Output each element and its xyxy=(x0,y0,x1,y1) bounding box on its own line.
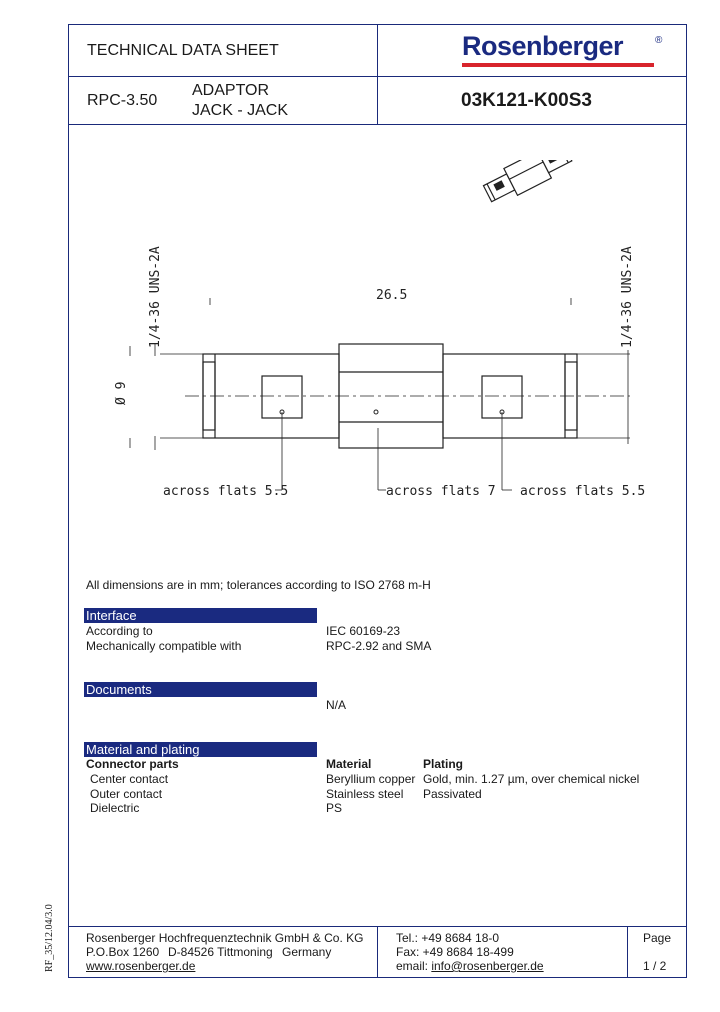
material-plating-1: Gold, min. 1.27 µm, over chemical nickel xyxy=(423,772,640,786)
footer-pobox: P.O.Box 1260 xyxy=(86,945,160,959)
footer-city: D-84526 Tittmoning xyxy=(168,945,273,959)
material-heading: Material and plating xyxy=(84,742,317,757)
thread-left-label: 1/4-36 UNS-2A xyxy=(148,246,163,348)
material-col-material: Material xyxy=(326,757,372,771)
isometric-view xyxy=(481,160,575,207)
material-part-3: Dielectric xyxy=(90,801,140,815)
material-material-2: Stainless steel xyxy=(326,787,404,801)
footer-tel: Tel.: +49 8684 18-0 xyxy=(396,931,500,945)
documents-value: N/A xyxy=(326,698,347,712)
material-plating-2: Passivated xyxy=(423,787,482,801)
material-col-parts: Connector parts xyxy=(86,757,179,771)
footer-company: Rosenberger Hochfrequenztechnik GmbH & Co. KG xyxy=(86,931,364,945)
brand-underline xyxy=(462,63,654,67)
page-title: TECHNICAL DATA SHEET xyxy=(87,42,279,59)
document-code: RF_35/12.04/3.0 xyxy=(44,904,55,972)
footer-page-value: 1 / 2 xyxy=(643,959,667,973)
interface-label-1: According to xyxy=(86,624,153,638)
flats-right-label: across flats 5.5 xyxy=(520,484,646,499)
material-part-1: Center contact xyxy=(90,772,169,786)
brand-logo xyxy=(462,31,667,69)
dimension-length: 26.5 xyxy=(376,288,408,303)
product-line-2: JACK - JACK xyxy=(192,102,289,119)
part-number: 03K121-K00S3 xyxy=(461,90,592,111)
documents-heading: Documents xyxy=(84,682,317,697)
technical-drawing xyxy=(100,160,660,510)
footer-email-label: email: xyxy=(396,959,432,973)
flats-left-label: across flats 5.5 xyxy=(163,484,289,499)
dimension-note: All dimensions are in mm; tolerances according to ISO 2768 m-H xyxy=(86,578,431,592)
material-material-3: PS xyxy=(326,801,343,815)
product-line-1: ADAPTOR xyxy=(192,82,270,99)
footer-country: Germany xyxy=(282,945,332,959)
series-label: RPC-3.50 xyxy=(87,92,158,109)
interface-value-1: IEC 60169-23 xyxy=(326,624,401,638)
interface-heading: Interface xyxy=(84,608,317,623)
interface-value-2: RPC-2.92 and SMA xyxy=(326,639,432,653)
brand-name: Rosenberger xyxy=(462,31,624,61)
header-bottom-line xyxy=(68,124,687,125)
material-material-1: Beryllium copper xyxy=(326,772,416,786)
footer-divider-1 xyxy=(377,926,378,978)
header-vertical-divider xyxy=(377,24,378,124)
thread-right-label: 1/4-36 UNS-2A xyxy=(620,246,635,348)
dimension-diameter: Ø 9 xyxy=(114,381,129,405)
footer-email-row xyxy=(396,959,544,973)
brand-registered-mark: ® xyxy=(655,35,663,46)
flats-center-label: across flats 7 xyxy=(386,484,496,499)
footer-fax: Fax: +49 8684 18-499 xyxy=(396,945,514,959)
material-col-plating: Plating xyxy=(423,757,464,771)
footer-divider-2 xyxy=(627,926,628,978)
interface-label-2: Mechanically compatible with xyxy=(86,639,242,653)
footer-page-label: Page xyxy=(643,931,672,945)
footer-website-link[interactable]: www.rosenberger.de xyxy=(86,959,196,973)
footer-email-link[interactable]: info@rosenberger.de xyxy=(431,959,544,973)
material-part-2: Outer contact xyxy=(90,787,163,801)
